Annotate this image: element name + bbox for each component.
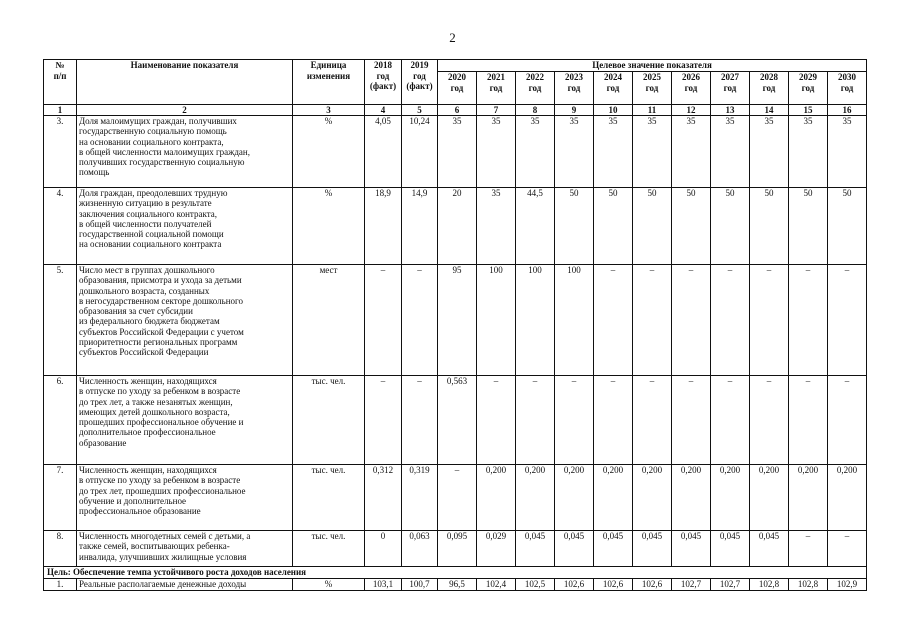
- page-number: 2: [449, 30, 456, 45]
- column-numbers-row: [44, 105, 867, 116]
- indicator-value: –: [402, 265, 438, 376]
- indicator-unit: мест: [293, 265, 365, 376]
- indicator-value: 50: [750, 188, 789, 265]
- indicator-value: 0,200: [789, 465, 828, 531]
- indicator-value: 100: [555, 265, 594, 376]
- header-year: 2024 год: [594, 72, 633, 105]
- indicator-value: 102,6: [594, 579, 633, 591]
- indicator-value: –: [594, 265, 633, 376]
- indicator-value: 50: [555, 188, 594, 265]
- indicator-value: 50: [672, 188, 711, 265]
- indicator-value: –: [555, 376, 594, 465]
- indicator-value: 4,05: [365, 116, 402, 188]
- indicator-value: 35: [516, 116, 555, 188]
- indicator-value: 0,045: [633, 531, 672, 567]
- goal-text: Цель: Обеспечение темпа устойчивого роста доходов населения: [44, 567, 867, 579]
- indicator-value: 100: [516, 265, 555, 376]
- indicator-value: 100,7: [402, 579, 438, 591]
- indicator-value: 0,563: [438, 376, 477, 465]
- indicator-value: 102,8: [789, 579, 828, 591]
- table-row: [44, 376, 867, 465]
- indicator-value: –: [672, 265, 711, 376]
- indicator-name: Реальные располагаемые денежные доходы: [77, 579, 293, 591]
- indicator-value: 0,045: [672, 531, 711, 567]
- indicator-value: –: [477, 376, 516, 465]
- row-number: 8.: [44, 531, 77, 567]
- indicator-value: 95: [438, 265, 477, 376]
- indicator-value: 35: [750, 116, 789, 188]
- header-2019: 2019 год (факт): [402, 60, 438, 105]
- row-number: 6.: [44, 376, 77, 465]
- header-year: 2021 год: [477, 72, 516, 105]
- indicator-value: –: [402, 376, 438, 465]
- header-year: 2020 год: [438, 72, 477, 105]
- indicator-value: –: [516, 376, 555, 465]
- indicator-value: 18,9: [365, 188, 402, 265]
- indicator-value: 102,5: [516, 579, 555, 591]
- header-target: Целевое значение показателя: [438, 60, 867, 72]
- indicator-value: 0,045: [555, 531, 594, 567]
- column-number: 1: [44, 105, 77, 116]
- indicator-value: –: [633, 265, 672, 376]
- indicator-value: 35: [633, 116, 672, 188]
- indicator-name: Число мест в группах дошкольного образования, присмотра и ухода за детьми дошкольного возраста, созданных в негосударственном секторе дошкольного образования за счет субсидии из федерального бюджета бюджетам субъектов Российской Федерации с учетом приоритетности региональных программ субъектов Российской Федерации: [77, 265, 293, 376]
- indicator-value: –: [789, 376, 828, 465]
- indicator-value: 0,319: [402, 465, 438, 531]
- header-num: № п/п: [44, 60, 77, 105]
- indicator-value: 103,1: [365, 579, 402, 591]
- column-number: 5: [402, 105, 438, 116]
- indicator-value: 0,045: [594, 531, 633, 567]
- row-number: 1.: [44, 579, 77, 591]
- column-number: 12: [672, 105, 711, 116]
- header-year: 2025 год: [633, 72, 672, 105]
- indicator-value: 35: [477, 116, 516, 188]
- indicator-unit: тыс. чел.: [293, 465, 365, 531]
- indicator-value: –: [365, 265, 402, 376]
- indicator-value: 102,4: [477, 579, 516, 591]
- indicator-value: 0,200: [750, 465, 789, 531]
- indicator-name: Доля граждан, преодолевших трудную жизненную ситуацию в результате заключения социального контракта, в общей численности получателей государственной социальной помощи на основании социального контракта: [77, 188, 293, 265]
- indicator-unit: %: [293, 116, 365, 188]
- column-number: 7: [477, 105, 516, 116]
- indicator-name: Доля малоимущих граждан, получивших государственную социальную помощь на основании социального контракта, в общей численности малоимущих граждан, получивших государственную социальную помощь: [77, 116, 293, 188]
- indicator-value: –: [672, 376, 711, 465]
- indicator-name: Численность женщин, находящихся в отпуске по уходу за ребенком в возрасте до трех лет, а также незанятых женщин, имеющих детей дошкольного возраста, прошедших профессиональное обучение и дополнительное профессиональное образование: [77, 376, 293, 465]
- indicator-value: 50: [711, 188, 750, 265]
- header-year: 2030 год: [828, 72, 867, 105]
- indicator-value: –: [828, 531, 867, 567]
- indicator-value: 35: [828, 116, 867, 188]
- indicator-value: 0,200: [594, 465, 633, 531]
- column-number: 8: [516, 105, 555, 116]
- indicator-value: –: [750, 265, 789, 376]
- indicator-value: 0,200: [555, 465, 594, 531]
- indicator-value: –: [711, 376, 750, 465]
- indicator-unit: тыс. чел.: [293, 376, 365, 465]
- column-number: 15: [789, 105, 828, 116]
- indicator-value: 50: [594, 188, 633, 265]
- indicator-value: 44,5: [516, 188, 555, 265]
- indicator-value: 14,9: [402, 188, 438, 265]
- indicator-value: 50: [828, 188, 867, 265]
- indicator-value: 102,8: [750, 579, 789, 591]
- indicator-value: 0,200: [711, 465, 750, 531]
- indicator-value: 102,7: [672, 579, 711, 591]
- column-number: 9: [555, 105, 594, 116]
- column-number: 6: [438, 105, 477, 116]
- column-number: 16: [828, 105, 867, 116]
- indicator-name: Численность многодетных семей с детьми, а также семей, воспитывающих ребенка- инвалида, улучшивших жилищные условия: [77, 531, 293, 567]
- header-year: 2026 год: [672, 72, 711, 105]
- column-number: 11: [633, 105, 672, 116]
- header-year: 2022 год: [516, 72, 555, 105]
- indicator-value: 50: [633, 188, 672, 265]
- indicator-value: 0,095: [438, 531, 477, 567]
- indicator-value: 35: [555, 116, 594, 188]
- indicator-value: –: [365, 376, 402, 465]
- indicator-value: 35: [789, 116, 828, 188]
- header-year: 2023 год: [555, 72, 594, 105]
- indicator-value: –: [828, 265, 867, 376]
- indicator-value: 35: [438, 116, 477, 188]
- indicator-value: 0,045: [516, 531, 555, 567]
- table-row: [44, 188, 867, 265]
- indicator-value: –: [750, 376, 789, 465]
- header-2018: 2018 год (факт): [365, 60, 402, 105]
- indicator-value: –: [711, 265, 750, 376]
- goal-row: [44, 567, 867, 579]
- row-number: 3.: [44, 116, 77, 188]
- indicator-value: 0,045: [750, 531, 789, 567]
- indicator-value: 35: [672, 116, 711, 188]
- indicator-value: 102,7: [711, 579, 750, 591]
- indicator-value: 0,200: [828, 465, 867, 531]
- indicator-value: 35: [594, 116, 633, 188]
- table-row: [44, 531, 867, 567]
- indicator-value: 0,200: [477, 465, 516, 531]
- indicator-value: 10,24: [402, 116, 438, 188]
- column-number: 10: [594, 105, 633, 116]
- column-number: 14: [750, 105, 789, 116]
- column-number: 13: [711, 105, 750, 116]
- indicator-value: 0,045: [711, 531, 750, 567]
- indicator-value: 102,9: [828, 579, 867, 591]
- indicator-value: –: [438, 465, 477, 531]
- indicator-value: –: [789, 531, 828, 567]
- indicator-value: 102,6: [633, 579, 672, 591]
- table-body: [44, 105, 867, 591]
- table-row: [44, 116, 867, 188]
- indicator-unit: %: [293, 188, 365, 265]
- row-number: 5.: [44, 265, 77, 376]
- indicator-value: 0,063: [402, 531, 438, 567]
- column-number: 4: [365, 105, 402, 116]
- indicator-name: Численность женщин, находящихся в отпуске по уходу за ребенком в возрасте до трех лет, прошедших профессиональное обучение и дополнительное профессиональное образование: [77, 465, 293, 531]
- indicator-value: –: [828, 376, 867, 465]
- table-row: [44, 265, 867, 376]
- indicator-value: –: [633, 376, 672, 465]
- indicator-value: 50: [789, 188, 828, 265]
- indicator-unit: тыс. чел.: [293, 531, 365, 567]
- indicators-table: [43, 59, 867, 591]
- indicator-value: 0,312: [365, 465, 402, 531]
- table-row: [44, 579, 867, 591]
- header-year: 2027 год: [711, 72, 750, 105]
- row-number: 4.: [44, 188, 77, 265]
- indicator-value: –: [789, 265, 828, 376]
- indicator-value: 35: [711, 116, 750, 188]
- header-name: Наименование показателя: [77, 60, 293, 105]
- header-unit: Единица изменения: [293, 60, 365, 105]
- indicator-value: 0,200: [633, 465, 672, 531]
- indicator-value: –: [594, 376, 633, 465]
- indicator-value: 0: [365, 531, 402, 567]
- indicator-value: 0,200: [516, 465, 555, 531]
- header-year: 2028 год: [750, 72, 789, 105]
- indicator-value: 20: [438, 188, 477, 265]
- indicator-value: 96,5: [438, 579, 477, 591]
- column-number: 2: [77, 105, 293, 116]
- indicator-value: 0,029: [477, 531, 516, 567]
- indicator-value: 35: [477, 188, 516, 265]
- row-number: 7.: [44, 465, 77, 531]
- column-number: 3: [293, 105, 365, 116]
- indicator-value: 0,200: [672, 465, 711, 531]
- header-year: 2029 год: [789, 72, 828, 105]
- indicator-unit: %: [293, 579, 365, 591]
- indicator-value: 100: [477, 265, 516, 376]
- indicator-value: 102,6: [555, 579, 594, 591]
- table-row: [44, 465, 867, 531]
